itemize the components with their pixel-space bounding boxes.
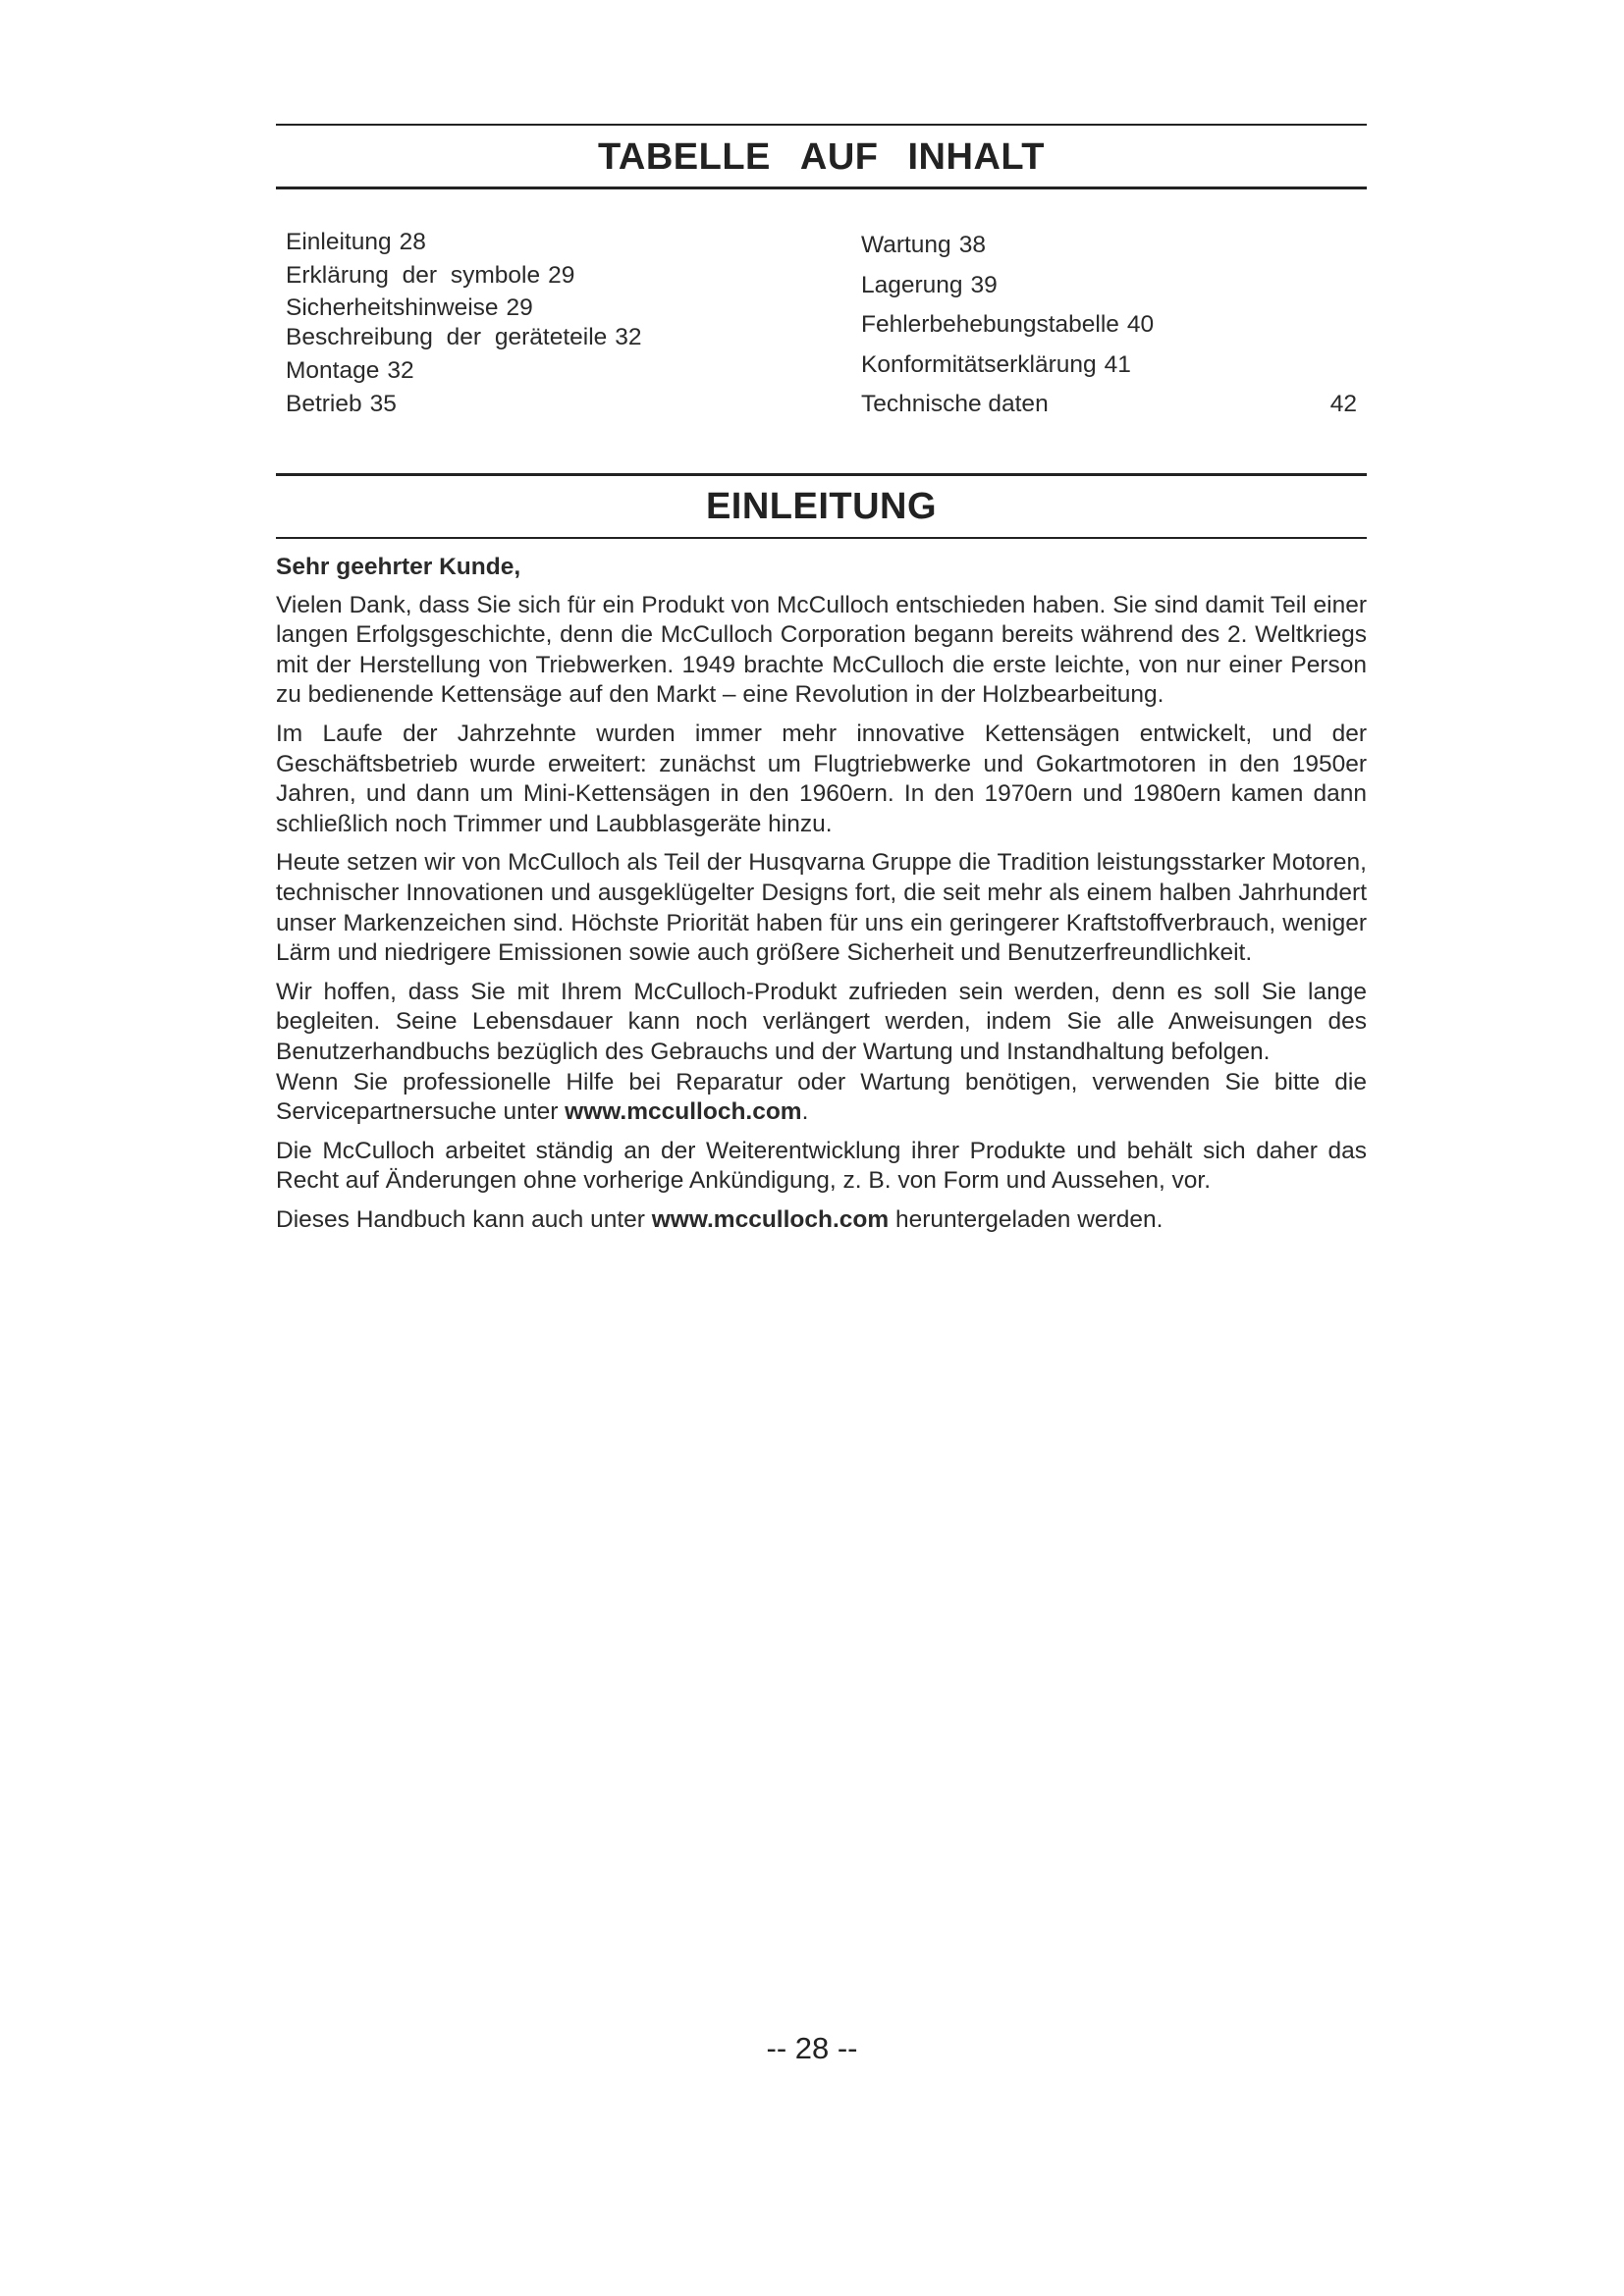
- page-number: -- 28 --: [766, 2031, 858, 2065]
- intro-paragraph-5: [276, 1068, 1367, 1128]
- toc-entry-title: Lagerung: [861, 271, 963, 298]
- toc-entry: [286, 259, 757, 293]
- toc-heading-word-3: INHALT: [907, 136, 1045, 178]
- toc-top-rule: [276, 124, 1367, 126]
- intro-paragraph-2: Im Laufe der Jahrzehnte wurden immer mehr innovative Kettensägen entwickelt, und der Geschäftsbetrieb wurde erweitert: zunächst um Flugtriebwerke und Gokartmotoren in den 1950er Jahren, und dann um Mini-Kettensägen in den 1960ern. In den 1970ern und 1980ern kamen dann schließlich noch Trimmer und Laubblasgeräte hinzu.: [276, 720, 1367, 837]
- toc-entry-title: Wartung: [861, 232, 951, 258]
- intro-heading: EINLEITUNG: [705, 486, 938, 527]
- intro-paragraph-7-text: Dieses Handbuch kann auch unter: [276, 1205, 645, 1233]
- toc-entry-title: Sicherheitshinweise: [286, 294, 499, 321]
- toc-entry-page: 29: [506, 294, 533, 321]
- intro-paragraph-5-text: Wenn Sie professionelle Hilfe bei Reparatur oder Wartung benötigen, verwenden Sie bitte die Servicepartnersuche unter: [276, 1068, 1367, 1126]
- toc-entry: [861, 385, 1357, 425]
- intro-paragraph-7: [276, 1205, 1367, 1236]
- toc-entry: [861, 346, 1357, 386]
- intro-paragraph-5-end: .: [801, 1098, 809, 1126]
- website-link[interactable]: www.mcculloch.com: [565, 1098, 802, 1126]
- toc-entry-page: 32: [387, 357, 414, 384]
- toc-entry-page: 28: [399, 229, 426, 255]
- intro-paragraph-6: Die McCulloch arbeitet ständig an der Weiterentwicklung ihrer Produkte und behält sich daher das Recht auf Änderungen ohne vorherige Ankündigung, z. B. von Form und Aussehen, vor.: [276, 1137, 1367, 1195]
- intro-bottom-rule: [276, 537, 1367, 539]
- toc-heading-word-1: TABELLE: [597, 136, 771, 178]
- toc-entry: [286, 352, 757, 388]
- intro-body: [276, 553, 1367, 1244]
- toc-entry-title: Beschreibung der geräteteile: [286, 324, 608, 350]
- toc-entry-title: Fehlerbehebungstabelle: [861, 311, 1119, 338]
- toc-right-column: [861, 226, 1357, 425]
- toc-entry-page: 42: [1329, 391, 1357, 417]
- toc-entry-title: Montage: [286, 357, 380, 384]
- intro-paragraph-7-end: heruntergeladen werden.: [894, 1205, 1164, 1233]
- intro-top-rule: [276, 473, 1367, 476]
- intro-paragraph-4: Wir hoffen, dass Sie mit Ihrem McCulloch-Produkt zufrieden sein werden, denn es soll Sie lange begleiten. Seine Lebensdauer kann noch verlängert werden, indem Sie alle Anweisungen des Benutzerhandbuchs bezüglich des Gebrauchs und der Wartung und Instandhaltung befolgen.: [276, 978, 1367, 1065]
- intro-paragraph-3: Heute setzen wir von McCulloch als Teil der Husqvarna Gruppe die Tradition leistungsstarker Motoren, technischer Innovationen und ausgeklügelter Designs fort, die seit mehr als einem halben Jahrhundert unser Markenzeichen sind. Höchste Priorität haben für uns ein geringerer Kraftstoffverbrauch, weniger Lärm und niedrigere Emissionen sowie auch größere Sicherheit und Benutzerfreundlichkeit.: [276, 849, 1367, 967]
- intro-paragraph-1: Vielen Dank, dass Sie sich für ein Produkt von McCulloch entschieden haben. Sie sind damit Teil einer langen Erfolgsgeschichte, denn die McCulloch Corporation begann bereits während des 2. Weltkriegs mit der Herstellung von Triebwerken. 1949 brachte McCulloch die erste leichte, von nur einer Person zu bedienende Kettensäge auf den Markt – eine Revolution in der Holzbearbeitung.: [276, 591, 1367, 709]
- website-link[interactable]: www.mcculloch.com: [651, 1205, 890, 1233]
- toc-entry-page: 40: [1126, 311, 1155, 338]
- toc-entry-page: 32: [615, 324, 642, 350]
- toc-left-column: [286, 226, 757, 421]
- toc-entry-title: Konformitätserklärung: [861, 350, 1097, 378]
- toc-entry-page: 35: [369, 391, 397, 417]
- toc-entry: [861, 266, 1357, 306]
- toc-entry-page: 39: [970, 271, 998, 298]
- toc-entry: [861, 226, 1357, 266]
- toc-entry: [286, 226, 757, 259]
- toc-bottom-rule: [276, 187, 1367, 189]
- toc-entry-title: Technische daten: [861, 391, 1049, 417]
- toc-entry-title: Betrieb: [286, 391, 362, 417]
- toc-heading-word-2: AUF: [799, 136, 879, 178]
- salutation: Sehr geehrter Kunde,: [276, 554, 521, 580]
- toc-entry-page: 29: [548, 261, 575, 289]
- toc-entry: [861, 305, 1357, 346]
- toc-entry-title: Erklärung der symbole: [286, 261, 541, 289]
- toc-entry-page: 41: [1104, 350, 1131, 378]
- toc-entry-title: Einleitung: [286, 229, 392, 255]
- toc-entry-page: 38: [958, 232, 986, 258]
- toc-entry: [286, 388, 757, 421]
- toc-entry: [286, 322, 757, 352]
- toc-heading: [276, 132, 1367, 183]
- toc-entry: [286, 292, 757, 322]
